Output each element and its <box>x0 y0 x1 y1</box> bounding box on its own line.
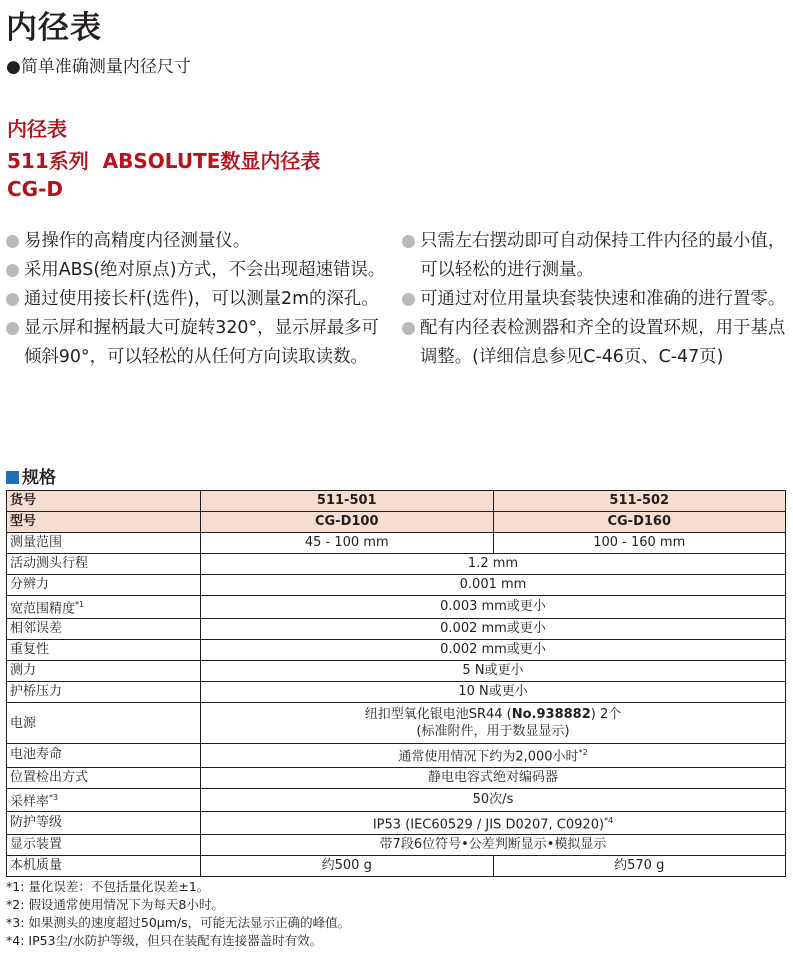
table-row <box>7 619 786 640</box>
cell: 1.2 mm <box>201 554 786 575</box>
row-label: 分辨力 <box>7 575 201 596</box>
row-label: 防护等级 <box>7 811 201 834</box>
table-row <box>7 744 786 767</box>
footnote-mark: *3 <box>49 792 59 802</box>
cell: CG-D100 <box>201 512 494 533</box>
cell: 10 N或更小 <box>201 682 786 703</box>
footnote-mark: *4 <box>604 815 614 825</box>
footnote: *2: 假设通常使用情况下为每天8小时。 <box>6 897 224 912</box>
feature-list-right <box>402 227 787 372</box>
footnote-mark: *2 <box>578 748 588 758</box>
row-label: 采样率$^{*3}$ <box>7 788 201 811</box>
cell: 511-501 <box>201 491 494 512</box>
product-series: 511系列 ABSOLUTE数显内径表 <box>7 149 321 173</box>
table-row <box>7 575 786 596</box>
cell: 100 - 160 mm <box>493 533 786 554</box>
table-row <box>7 661 786 682</box>
cell: 约500 g <box>201 856 494 877</box>
bullet-icon <box>6 235 19 248</box>
row-label: 型号 <box>7 512 201 533</box>
feature-item: 易操作的高精度内径测量仪。 <box>6 227 391 256</box>
bullet-icon <box>402 293 415 306</box>
row-label: 测量范围 <box>7 533 201 554</box>
bullet-icon <box>6 293 19 306</box>
table-row <box>7 788 786 811</box>
row-label: 位置检出方式 <box>7 767 201 788</box>
footnote: *1: 量化误差：不包括量化误差±1。 <box>6 879 210 894</box>
table-row <box>7 491 786 512</box>
feature-item: 采用ABS(绝对原点)方式，不会出现超速错误。 <box>6 256 391 285</box>
page-title: 内径表 <box>6 10 102 46</box>
cell: 0.003 mm或更小 <box>201 596 786 619</box>
cell: 45 - 100 mm <box>201 533 494 554</box>
table-row <box>7 767 786 788</box>
footnotes <box>6 878 350 950</box>
footnote: *4: IP53尘/水防护等级，但只在装配有连接器盖时有效。 <box>6 933 323 948</box>
row-label: 显示装置 <box>7 835 201 856</box>
row-label: 测力 <box>7 661 201 682</box>
feature-item: 只需左右摆动即可自动保持工件内径的最小值，可以轻松的进行测量。 <box>402 227 787 285</box>
square-icon <box>6 471 19 484</box>
cell: 带7段6位符号•公差判断显示•模拟显示 <box>201 835 786 856</box>
row-label: 活动测头行程 <box>7 554 201 575</box>
cell: 511-502 <box>493 491 786 512</box>
cell: CG-D160 <box>493 512 786 533</box>
footnote: *3: 如果测头的速度超过50μm/s，可能无法显示正确的峰值。 <box>6 915 351 930</box>
feature-item: 配有内径表检测器和齐全的设置环规，用于基点调整。(详细信息参见C-46页、C-47页) <box>402 314 787 372</box>
bullet-icon <box>402 235 415 248</box>
table-row <box>7 533 786 554</box>
product-category: 内径表 <box>7 117 67 141</box>
feature-item: 可通过对位用量块套装快速和准确的进行置零。 <box>402 285 787 314</box>
cell: 5 N或更小 <box>201 661 786 682</box>
table-row <box>7 856 786 877</box>
row-label: 电源 <box>7 703 201 744</box>
cell: 通常使用情况下约为2,000小时$^{*2}$ <box>201 744 786 767</box>
feature-list-left <box>6 227 391 372</box>
cell: 0.002 mm或更小 <box>201 640 786 661</box>
cell: 0.001 mm <box>201 575 786 596</box>
product-model: CG-D <box>7 177 63 201</box>
table-row <box>7 554 786 575</box>
page-subtitle: ●简单准确测量内径尺寸 <box>6 57 191 77</box>
cell: 静电电容式绝对编码器 <box>201 767 786 788</box>
row-label: 货号 <box>7 491 201 512</box>
row-label: 电池寿命 <box>7 744 201 767</box>
cell: 约570 g <box>493 856 786 877</box>
bullet-icon <box>402 322 415 335</box>
table-row <box>7 640 786 661</box>
table-row <box>7 811 786 834</box>
feature-item: 通过使用接长杆(选件)，可以测量2m的深孔。 <box>6 285 391 314</box>
spec-heading: 规格 <box>6 463 56 488</box>
feature-item: 显示屏和握柄最大可旋转320°，显示屏最多可倾斜90°，可以轻松的从任何方向读取读数。 <box>6 314 391 372</box>
cell: IP53 (IEC60529 / JIS D0207, C0920)$^{*4}$ <box>201 811 786 834</box>
bullet-icon <box>6 264 19 277</box>
table-row <box>7 835 786 856</box>
cell: 50次/s <box>201 788 786 811</box>
row-label: 本机质量 <box>7 856 201 877</box>
cell: 0.002 mm或更小 <box>201 619 786 640</box>
table-row <box>7 512 786 533</box>
row-label: 相邻误差 <box>7 619 201 640</box>
row-label: 宽范围精度$^{*1}$ <box>7 596 201 619</box>
row-label: 重复性 <box>7 640 201 661</box>
table-row <box>7 682 786 703</box>
row-label: 护桥压力 <box>7 682 201 703</box>
bullet-icon <box>6 322 19 335</box>
table-row <box>7 596 786 619</box>
footnote-mark: *1 <box>75 600 85 609</box>
cell: 纽扣型氧化银电池SR44 (No.938882) 2个 (标准附件，用于数显显示) <box>201 703 786 744</box>
spec-table <box>6 490 786 877</box>
table-row <box>7 703 786 744</box>
